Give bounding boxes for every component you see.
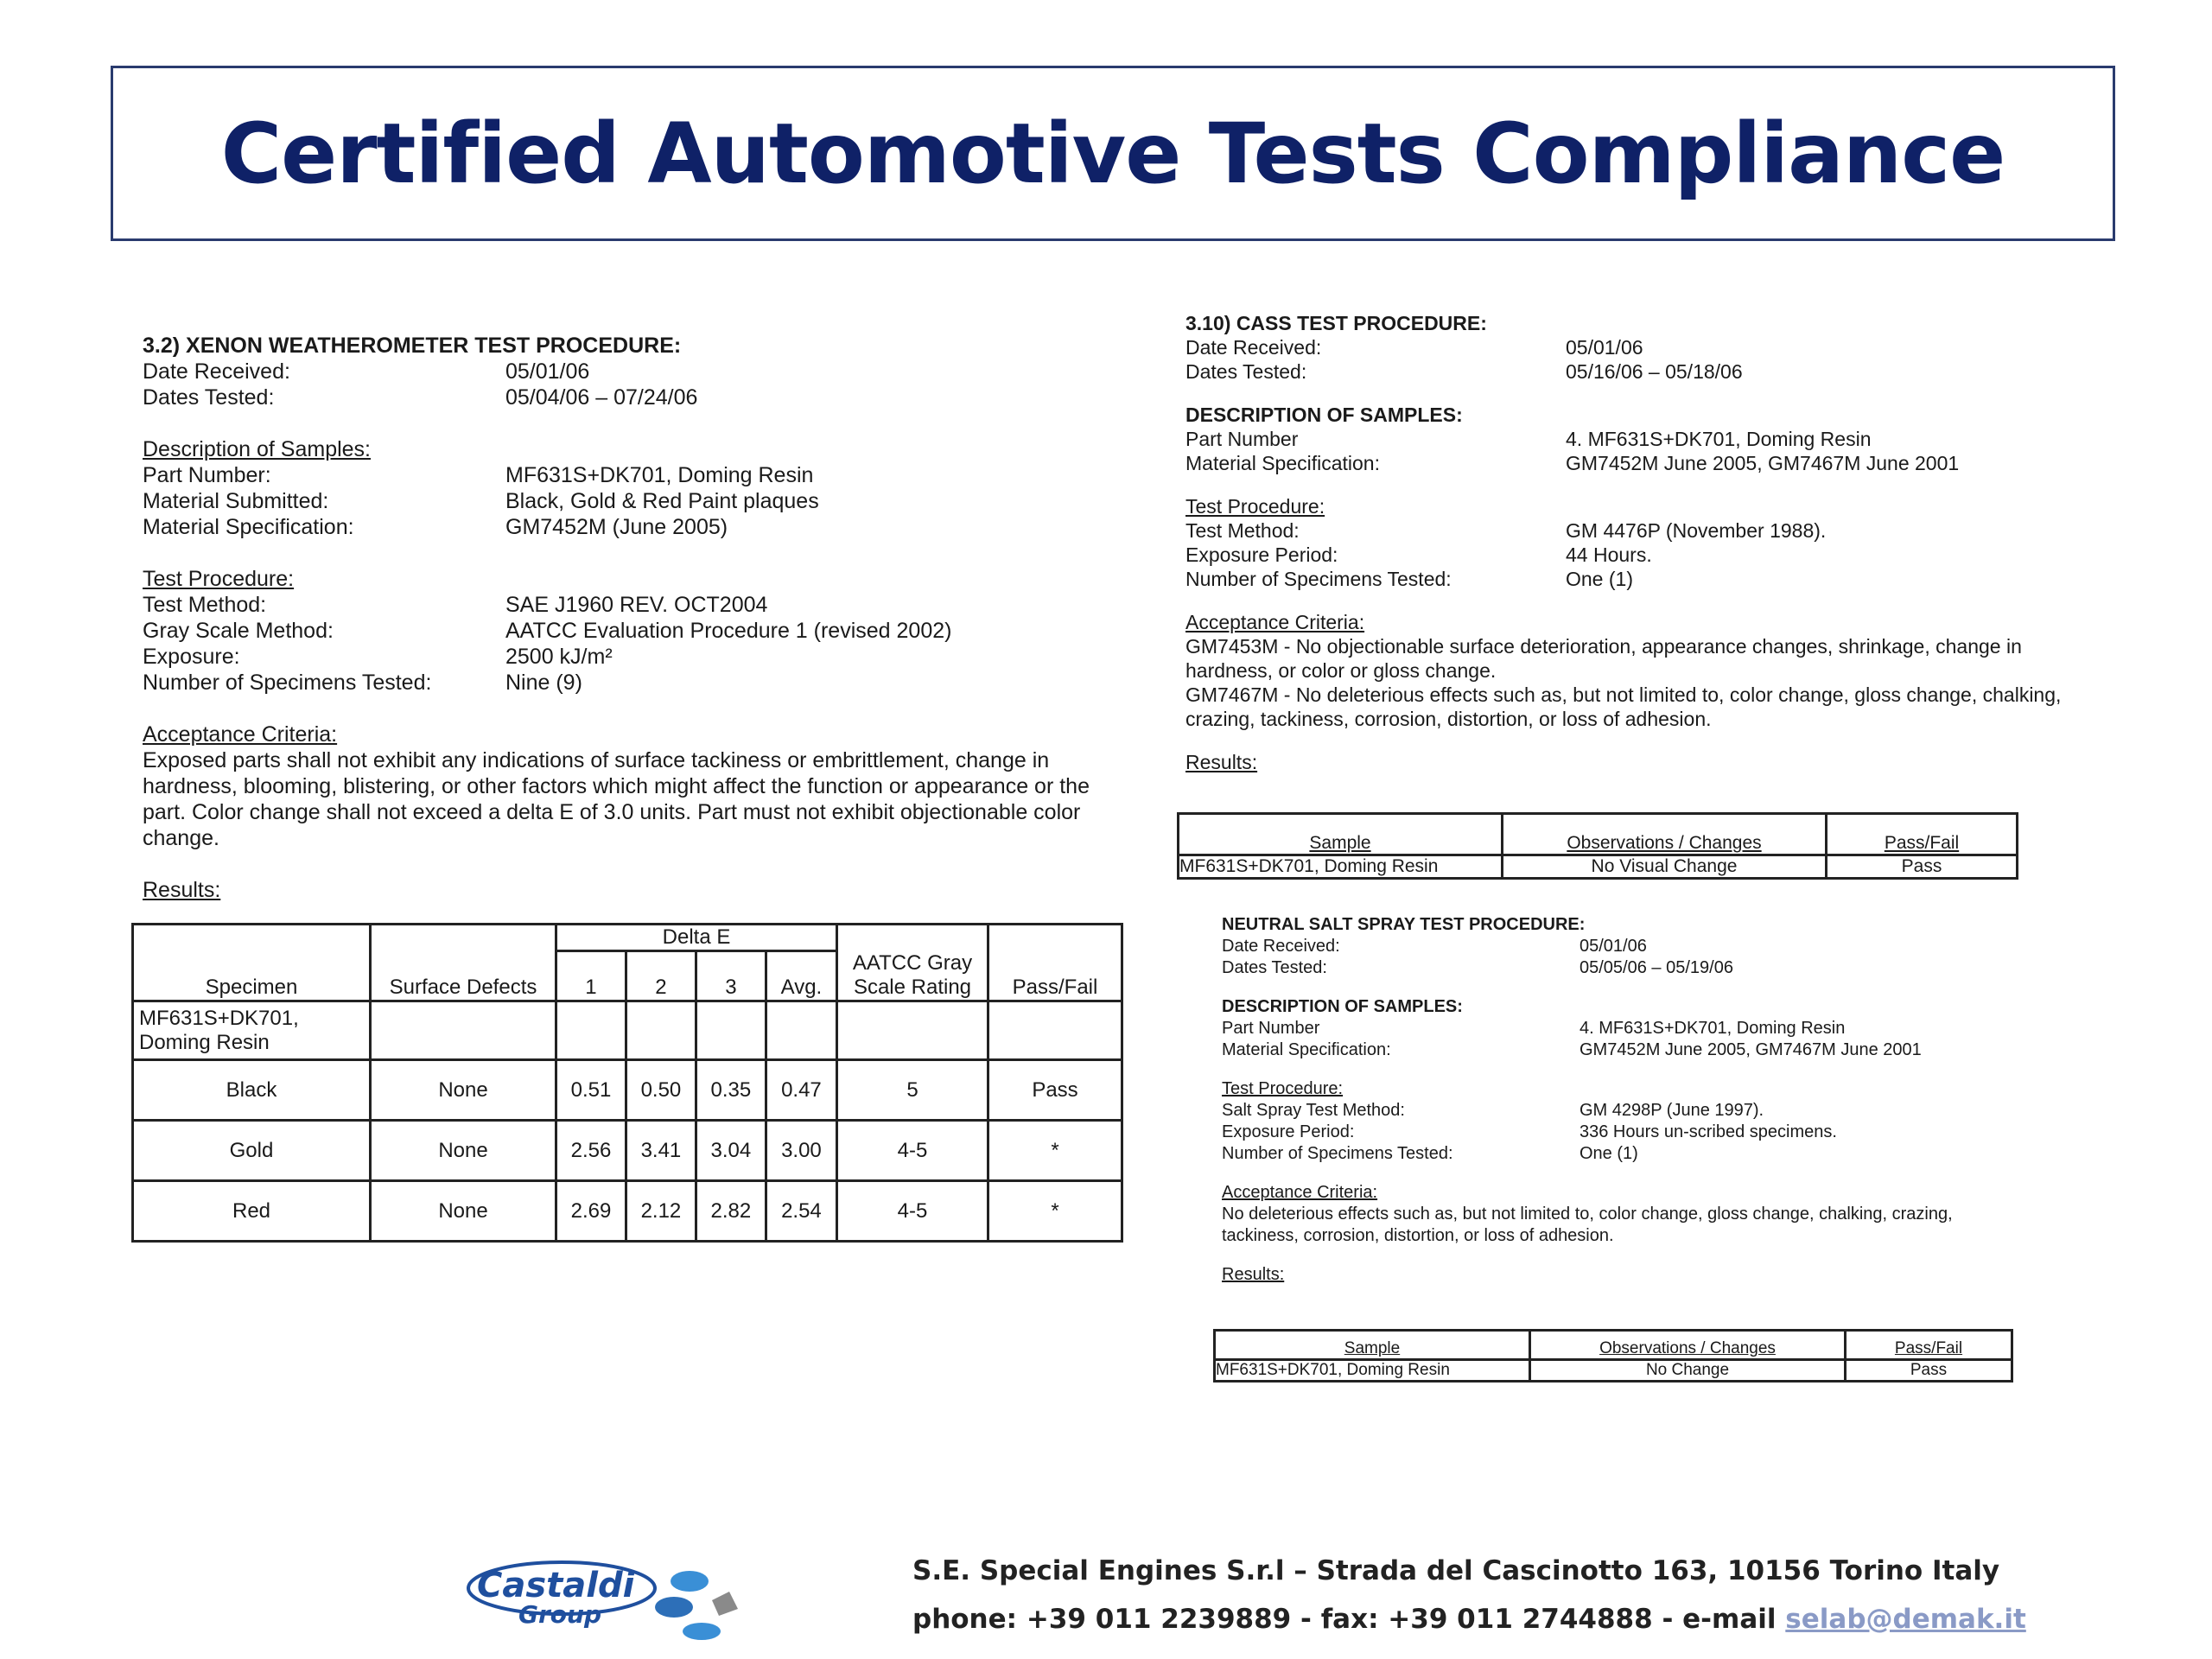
cell-d2: 2.12 [626,1181,696,1242]
date-received-value: 05/01/06 [1566,336,1643,359]
cell-pass: Pass [1846,1360,2012,1382]
cell-d1: 2.56 [556,1121,626,1181]
cell-specimen: Black [133,1060,371,1121]
procedure-heading: Test Procedure: [143,567,295,591]
col-pass-fail: Pass/Fail [1827,814,2018,855]
col-sample: Sample [1215,1331,1530,1360]
cell-defects: None [371,1121,556,1181]
exposure-value: 336 Hours un-scribed specimens. [1580,1122,1837,1141]
email-link[interactable]: selab@demak.it [1785,1604,2026,1635]
svg-text:Castaldi: Castaldi [477,1566,635,1605]
gray-scale-value: AATCC Evaluation Procedure 1 (revised 2002) [505,619,952,643]
xenon-section [143,333,1136,903]
col-observations: Observations / Changes [1503,814,1827,855]
footer-contact [912,1547,2026,1643]
page-title: Certified Automotive Tests Compliance [220,105,2005,202]
cell-rating: 5 [837,1060,988,1121]
cell-pass: Pass [1827,855,2018,879]
table-row [133,1181,1122,1242]
cell-rating: 4-5 [837,1181,988,1242]
cell-pass: * [988,1181,1122,1242]
cell-sample: MF631S+DK701, Doming Resin [1215,1360,1530,1382]
samples-heading: DESCRIPTION OF SAMPLES: [1185,404,1463,426]
col-aatcc: AATCC Gray Scale Rating [837,925,988,1001]
procedure-heading: Test Procedure: [1222,1079,1344,1098]
svg-text:Group: Group [518,1600,602,1629]
date-received-label: Date Received: [1185,336,1322,359]
exposure-label: Exposure: [143,645,240,669]
dates-tested-label: Dates Tested: [1185,360,1307,383]
exposure-label: Exposure Period: [1222,1122,1355,1141]
exposure-value: 2500 kJ/m² [505,645,613,669]
specimens-value: One (1) [1566,568,1633,590]
part-number-label: Part Number [1222,1019,1320,1038]
material-spec-label: Material Specification: [1185,452,1380,474]
cell-rating: 4-5 [837,1121,988,1181]
cell-avg: 2.54 [766,1181,836,1242]
salt-spray-heading: NEUTRAL SALT SPRAY TEST PROCEDURE: [1222,915,1586,934]
specimens-value: Nine (9) [505,671,582,695]
cell-d1: 2.69 [556,1181,626,1242]
table-group-label: MF631S+DK701, Doming Resin [133,1001,371,1060]
acceptance-heading: Acceptance Criteria: [143,722,338,747]
part-number-value: 4. MF631S+DK701, Doming Resin [1580,1019,1846,1038]
acceptance-text-2: GM7467M - No deleterious effects such as, but not limited to, color change, gloss change, chalking, crazing, tackiness, corrosion, distortion, or loss of adhesion. [1185,683,2062,730]
cell-avg: 3.00 [766,1121,836,1181]
acceptance-heading: Acceptance Criteria: [1222,1183,1378,1202]
table-row [1179,855,2018,879]
acceptance-text: No deleterious effects such as, but not limited to, color change, gloss change, chalking, crazing, tackiness, corrosion, distortion, or loss of adhesion. [1222,1205,1953,1245]
cell-observations: No Change [1530,1360,1846,1382]
salt-spray-section [1222,914,2034,1286]
test-method-value: SAE J1960 REV. OCT2004 [505,593,768,617]
acceptance-heading: Acceptance Criteria: [1185,611,1365,633]
col-delta-1: 1 [556,951,626,1001]
col-surface-defects: Surface Defects [371,925,556,1001]
cell-specimen: Red [133,1181,371,1242]
part-number-value: 4. MF631S+DK701, Doming Resin [1566,428,1872,450]
castaldi-group-logo [467,1547,743,1642]
samples-heading: DESCRIPTION OF SAMPLES: [1222,997,1463,1016]
date-received-label: Date Received: [143,359,290,384]
specimens-label: Number of Specimens Tested: [143,671,432,695]
table-row [1215,1360,2012,1382]
table-row [133,1121,1122,1181]
material-spec-value: GM7452M June 2005, GM7467M June 2001 [1566,452,1960,474]
cell-defects: None [371,1060,556,1121]
cell-specimen: Gold [133,1121,371,1181]
date-received-label: Date Received: [1222,937,1340,956]
part-number-label: Part Number [1185,428,1299,450]
footer-contact-line [912,1595,2026,1643]
specimens-label: Number of Specimens Tested: [1185,568,1452,590]
procedure-heading: Test Procedure: [1185,495,1325,518]
cass-heading: 3.10) CASS TEST PROCEDURE: [1185,312,1487,334]
col-delta-avg: Avg. [766,951,836,1001]
exposure-value: 44 Hours. [1566,543,1652,566]
gray-scale-label: Gray Scale Method: [143,619,334,643]
test-method-label: Salt Spray Test Method: [1222,1101,1405,1120]
cell-avg: 0.47 [766,1060,836,1121]
cell-pass: Pass [988,1060,1122,1121]
dates-tested-value: 05/04/06 – 07/24/06 [505,385,698,410]
dates-tested-value: 05/05/06 – 05/19/06 [1580,958,1733,977]
results-heading: Results: [1185,751,1258,773]
cell-defects: None [371,1181,556,1242]
cell-d3: 2.82 [696,1181,766,1242]
exposure-label: Exposure Period: [1185,543,1338,566]
col-pass-fail: Pass/Fail [988,925,1122,1001]
cass-results-table [1177,812,2018,880]
date-received-value: 05/01/06 [1580,937,1647,956]
specimens-label: Number of Specimens Tested: [1222,1144,1453,1163]
dates-tested-value: 05/16/06 – 05/18/06 [1566,360,1743,383]
cell-pass: * [988,1121,1122,1181]
cell-d2: 3.41 [626,1121,696,1181]
material-spec-label: Material Specification: [143,515,354,539]
col-pass-fail: Pass/Fail [1846,1331,2012,1360]
material-submitted-value: Black, Gold & Red Paint plaques [505,489,819,513]
acceptance-text: Exposed parts shall not exhibit any indications of surface tackiness or embrittlement, change in hardness, blooming, blistering, or other factors which might affect the function or appearance or the part. Color change shall not exceed a delta E of 3.0 units. Part must not exhibit objectionable color change. [143,748,1090,850]
col-sample: Sample [1179,814,1503,855]
footer-phone-fax: phone: +39 011 2239889 - fax: +39 011 2744888 - e-mail [912,1604,1786,1635]
cell-sample: MF631S+DK701, Doming Resin [1179,855,1503,879]
material-spec-value: GM7452M (June 2005) [505,515,728,539]
specimens-value: One (1) [1580,1144,1638,1163]
footer-address: S.E. Special Engines S.r.l – Strada del Cascinotto 163, 10156 Torino Italy [912,1555,2000,1586]
part-number-value: MF631S+DK701, Doming Resin [505,463,814,487]
cell-d2: 0.50 [626,1060,696,1121]
dates-tested-label: Dates Tested: [1222,958,1327,977]
col-delta-e: Delta E [556,925,837,951]
material-spec-label: Material Specification: [1222,1040,1391,1059]
material-submitted-label: Material Submitted: [143,489,329,513]
date-received-value: 05/01/06 [505,359,590,384]
test-method-value: GM 4476P (November 1988). [1566,519,1827,542]
col-delta-3: 3 [696,951,766,1001]
col-observations: Observations / Changes [1530,1331,1846,1360]
cell-observations: No Visual Change [1503,855,1827,879]
dates-tested-label: Dates Tested: [143,385,275,410]
col-delta-2: 2 [626,951,696,1001]
col-specimen: Specimen [133,925,371,1001]
cell-d1: 0.51 [556,1060,626,1121]
xenon-heading: 3.2) XENON WEATHEROMETER TEST PROCEDURE: [143,334,682,358]
samples-heading: Description of Samples: [143,437,372,461]
salt-spray-results-table [1213,1329,2013,1382]
material-spec-value: GM7452M June 2005, GM7467M June 2001 [1580,1040,1922,1059]
results-heading: Results: [1222,1265,1285,1284]
acceptance-text-1: GM7453M - No objectionable surface deterioration, appearance changes, shrinkage, change in hardness, or color or gloss change. [1185,635,2022,682]
table-row [133,1060,1122,1121]
test-method-value: GM 4298P (June 1997). [1580,1101,1764,1120]
test-method-label: Test Method: [1185,519,1300,542]
test-method-label: Test Method: [143,593,267,617]
cell-d3: 3.04 [696,1121,766,1181]
part-number-label: Part Number: [143,463,271,487]
xenon-results-table [131,923,1123,1243]
title-box [111,66,2115,241]
cass-section [1185,311,2067,774]
cell-d3: 0.35 [696,1060,766,1121]
results-heading: Results: [143,878,221,902]
